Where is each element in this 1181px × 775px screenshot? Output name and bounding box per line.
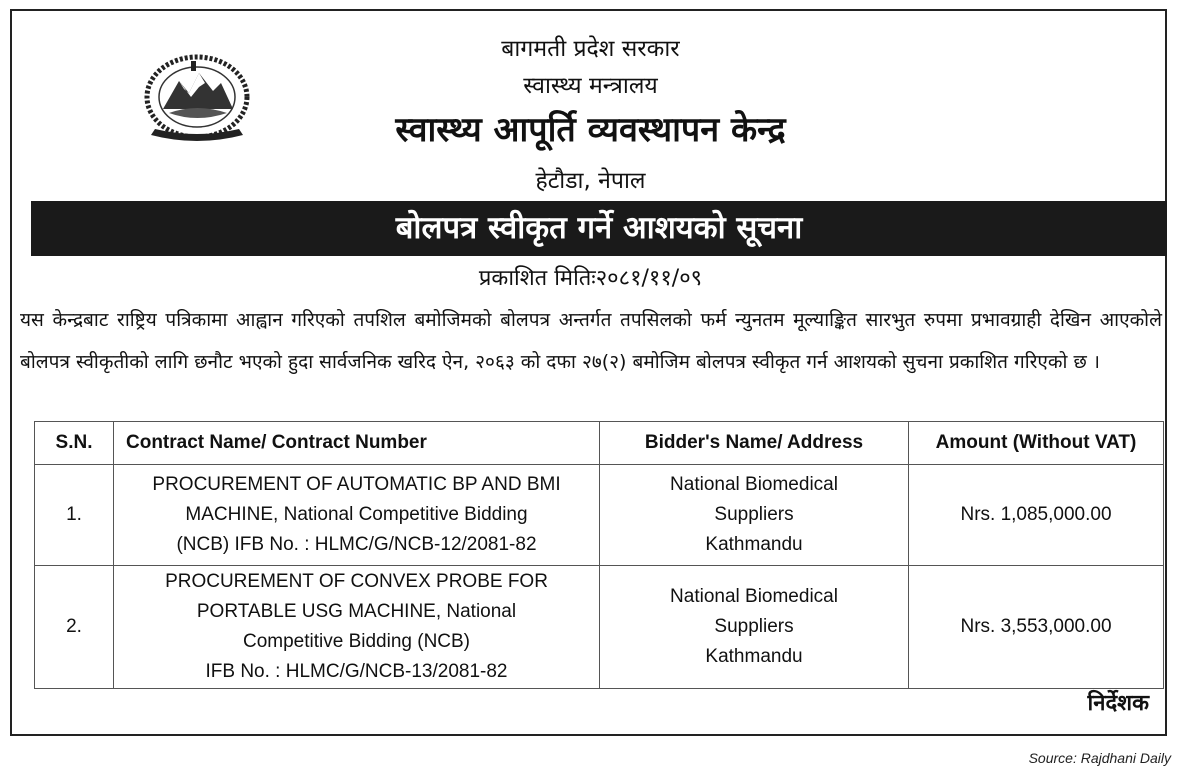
cell-contract [114, 566, 600, 689]
cell-sn: 2. [35, 566, 114, 689]
contract-line: IFB No. : HLMC/G/NCB-13/2081-82 [205, 661, 508, 682]
notice-body: यस केन्द्रबाट राष्ट्रिय पत्रिकामा आह्वान गरिएको तपशिल बमोजिमको बोलपत्र अन्तर्गत तपसिलको फर्म न्युनतम मूल्याङ्कित सारभुत रुपमा प्रभावग्राही देखिन आएकोले बोलपत्र स्वीकृतीको लागि छनौट भएको हुदा सार्वजनिक खरिद ऐन, २०६३ को दफा २७(२) बमोजिम बोलपत्र स्वीकृत गर्न आशयको सुचना प्रकाशित गरिएको छ । [20, 309, 1162, 373]
bidder-line: Kathmandu [705, 646, 803, 667]
contract-line: PORTABLE USG MACHINE, National [196, 601, 517, 622]
header-sn: S.N. [35, 422, 114, 465]
office-name: स्वास्थ्य आपूर्ति व्यवस्थापन केन्द्र [395, 110, 786, 150]
notice-title-banner: बोलपत्र स्वीकृत गर्ने आशयको सूचना [31, 201, 1167, 256]
contract-line: Competitive Bidding (NCB) [242, 631, 471, 652]
bidder-line: National Biomedical [670, 586, 838, 607]
bidder-line: Kathmandu [705, 534, 803, 555]
notice-frame [10, 9, 1167, 736]
cell-contract [114, 465, 600, 566]
bidder-line: Suppliers [714, 504, 794, 525]
award-table [34, 421, 1164, 689]
table-row [35, 566, 1164, 689]
source-credit: Source: Rajdhani Daily [1028, 750, 1171, 766]
contract-line: MACHINE, National Competitive Bidding [185, 504, 528, 525]
ministry-name: स्वास्थ्य मन्त्रालय [523, 73, 658, 99]
cell-amount: Nrs. 1,085,000.00 [909, 465, 1164, 566]
signatory-title: निर्देशक [1087, 691, 1149, 716]
cell-bidder [600, 465, 909, 566]
cell-sn: 1. [35, 465, 114, 566]
table-row [35, 465, 1164, 566]
contract-line: PROCUREMENT OF AUTOMATIC BP AND BMI [152, 474, 561, 495]
office-location: हेटौडा, नेपाल [535, 168, 646, 194]
header-amount: Amount (Without VAT) [909, 422, 1164, 465]
bidder-line: National Biomedical [670, 474, 838, 495]
contract-line: (NCB) IFB No. : HLMC/G/NCB-12/2081-82 [176, 534, 537, 555]
bidder-line: Suppliers [714, 616, 794, 637]
cell-amount: Nrs. 3,553,000.00 [909, 566, 1164, 689]
contract-line: PROCUREMENT OF CONVEX PROBE FOR [165, 571, 548, 592]
header-bidder: Bidder's Name/ Address [600, 422, 909, 465]
header-contract: Contract Name/ Contract Number [114, 422, 600, 465]
government-name: बागमती प्रदेश सरकार [501, 36, 680, 62]
cell-bidder [600, 566, 909, 689]
table-header-row [35, 422, 1164, 465]
published-date: प्रकाशित मितिः२०८१/११/०९ [478, 266, 703, 291]
